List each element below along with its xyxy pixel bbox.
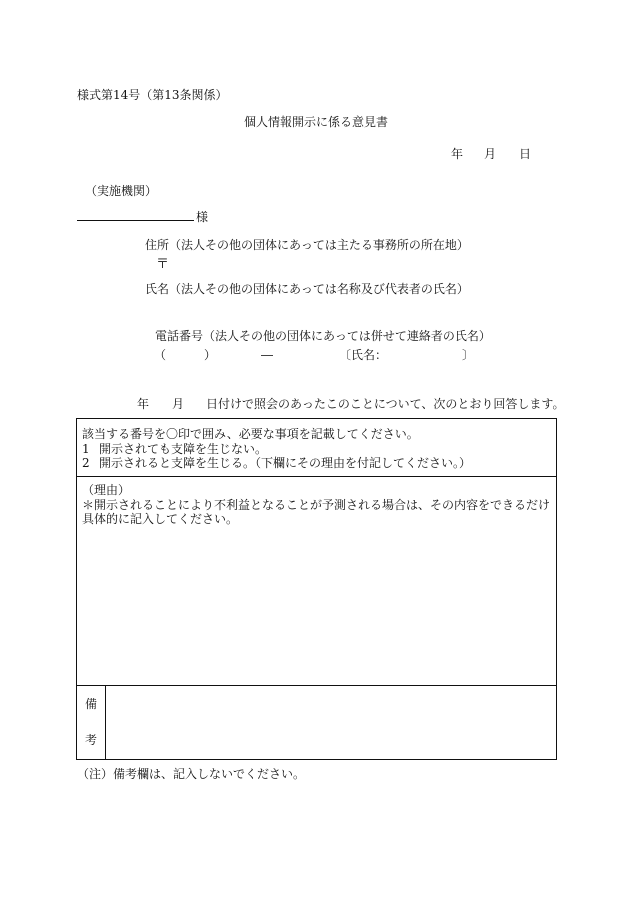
choice-2-text: 開示されると支障を生じる。（下欄にその理由を付記してください。） bbox=[99, 456, 472, 470]
remarks-label-char2: 考 bbox=[85, 733, 98, 747]
remarks-input-area[interactable] bbox=[106, 686, 556, 759]
reason-label: （理由） bbox=[82, 483, 131, 497]
phone-paren-open: （ bbox=[154, 348, 167, 362]
date-month-label: 月 bbox=[484, 147, 497, 161]
phone-paren-close: ） bbox=[204, 348, 217, 362]
footnote-text: 備考欄は、記入しないでください。 bbox=[113, 767, 306, 781]
reason-note-line2: 具体的に記入してください。 bbox=[82, 512, 239, 526]
statement-text: 日付けで照会のあったこのことについて、次のとおり回答します。 bbox=[206, 397, 565, 411]
contact-name-label: 〔氏名： bbox=[339, 348, 388, 362]
choice-instruction: 該当する番号を〇印で囲み、必要な事項を記載してください。 bbox=[82, 427, 419, 441]
statement-month-label: 月 bbox=[172, 397, 185, 411]
section-divider bbox=[76, 476, 557, 477]
honorific: 様 bbox=[196, 210, 209, 224]
phone-label: 電話番号（法人その他の団体にあっては併せて連絡者の氏名） bbox=[155, 329, 491, 343]
agency-label: （実施機関） bbox=[85, 184, 158, 198]
date-year-label: 年 bbox=[451, 147, 464, 161]
agency-name-line bbox=[77, 220, 194, 221]
remarks-label-char1: 備 bbox=[85, 697, 98, 711]
statement-year-label: 年 bbox=[137, 397, 150, 411]
contact-name-close: 〕 bbox=[462, 348, 475, 362]
reason-note-line1: ＊開示されることにより不利益となることが予測される場合は、その内容をできるだけ bbox=[82, 498, 551, 512]
date-day-label: 日 bbox=[519, 147, 532, 161]
form-number: 様式第14号（第13条関係） bbox=[77, 88, 228, 102]
address-label: 住所（法人その他の団体にあっては主たる事務所の所在地） bbox=[145, 238, 469, 252]
reason-input-area[interactable] bbox=[77, 528, 556, 684]
phone-dash: ― bbox=[261, 348, 273, 362]
page-title: 個人情報開示に係る意見書 bbox=[244, 115, 389, 129]
name-label: 氏名（法人その他の団体にあっては名称及び代表者の氏名） bbox=[145, 282, 469, 296]
choice-1-number: 1 bbox=[82, 442, 90, 456]
footnote-mark: （注） bbox=[77, 767, 114, 781]
postal-mark: 〒 bbox=[156, 257, 170, 272]
choice-1-text: 開示されても支障を生じない。 bbox=[99, 442, 268, 456]
choice-2-number: 2 bbox=[82, 456, 90, 470]
